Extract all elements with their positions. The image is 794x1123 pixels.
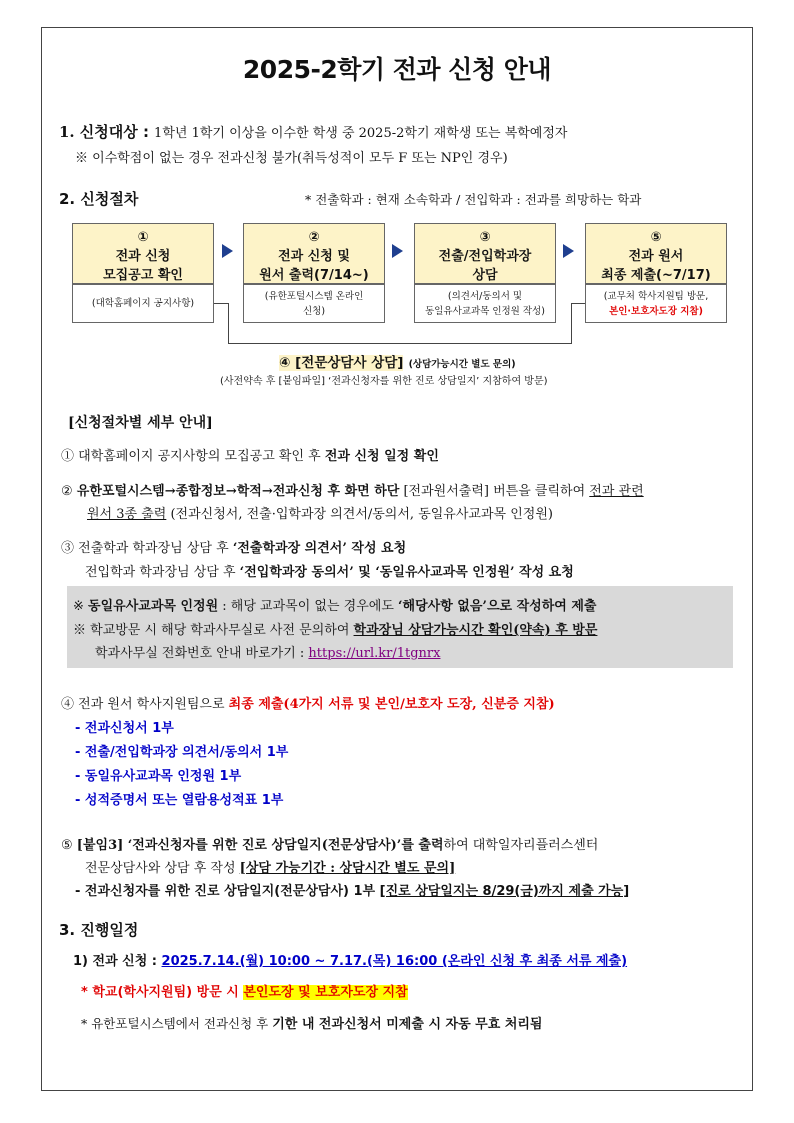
item-bold: [상담 가능기간 : 상담시간 별도 문의] — [239, 861, 456, 876]
schedule-label: 1) 전과 신청 : — [73, 954, 162, 969]
section-text: 1학년 1학기 이상을 이수한 학생 중 2025-2학기 재학생 또는 복학예정자 — [154, 126, 568, 141]
step-sub-text: 동일유사교과목 인정원 작성) — [425, 305, 545, 317]
item-text: 하여 대학일자리플러스센터 — [443, 838, 599, 853]
item-text: (전과신청서, 전출·입학과장 의견서/동의서, 동일유사교과목 인정원) — [166, 507, 553, 522]
step-title: 모집공고 확인 — [103, 268, 183, 283]
schedule-highlight: 본인도장 및 보호자도장 지참 — [243, 985, 408, 1000]
notice-line-2 — [73, 619, 597, 638]
detail-item-5-line2 — [85, 857, 455, 876]
step-3-box — [414, 223, 556, 284]
item-bold: 전과 신청 일정 확인 — [324, 449, 439, 464]
step-5-sub — [585, 284, 727, 323]
item-bold: 동일유사교과목 인정원 — [88, 599, 219, 614]
step-4-note: (상담가능시간 별도 문의) — [408, 359, 516, 370]
step-4-desc: (사전약속 후 [붙임파일] ‘전과신청자를 위한 진로 상담일지’ 지참하여 방문) — [220, 376, 548, 387]
doc-item: - 동일유사교과목 인정원 1부 — [75, 769, 242, 784]
item-bold: 유한포털시스템→종합정보→학적→전과신청 후 화면 하단 — [76, 484, 400, 499]
step-3-sub — [414, 284, 556, 323]
step-2-box — [243, 223, 385, 284]
section-2-heading: 2. 신청절차 — [59, 190, 139, 208]
step-title: 상담 — [472, 268, 498, 283]
step-1-sub — [72, 284, 214, 323]
item-text: 학과사무실 전화번호 안내 바로가기 : — [95, 646, 309, 661]
phone-directory-link[interactable]: https://url.kr/1tgnrx — [308, 646, 441, 661]
arrow-right-icon — [392, 244, 403, 258]
schedule-note: * 유한포털시스템에서 전과신청 후 — [81, 1016, 273, 1031]
detail-item-4 — [61, 693, 555, 712]
detail-item-5-line1 — [61, 834, 598, 853]
section-1-note: ※ 이수학점이 없는 경우 전과신청 불가(취득성적이 모두 F 또는 NP인 경우) — [75, 151, 508, 166]
step-sub-text: (의견서/동의서 및 — [447, 290, 523, 302]
schedule-note: * 학교(학사지원팀) 방문 시 — [81, 985, 244, 1000]
notice-line-1 — [73, 595, 596, 614]
step-title: 전출/전입학과장 — [438, 249, 532, 264]
arrow-right-icon — [222, 244, 233, 258]
schedule-period: 2025.7.14.(월) 10:00 ~ 7.17.(목) 16:00 (온라인 신청 후 최종 서류 제출) — [161, 954, 628, 969]
step-1-box — [72, 223, 214, 284]
item-bold: 학과장님 상담가능시간 확인(약속) 후 방문 — [353, 623, 598, 638]
connector-line — [571, 303, 572, 343]
item-text: ① 대학홈페이지 공지사항의 모집공고 확인 후 — [61, 449, 325, 464]
step-title: 전과 신청 및 — [278, 249, 350, 264]
step-2-sub — [243, 284, 385, 323]
step-number: ② — [308, 230, 320, 245]
schedule-line-2 — [81, 981, 408, 1000]
item-bold: ‘전출학과장 의견서’ 작성 요청 — [232, 541, 407, 556]
step-sub-text: (교무처 학사지원팀 방문, — [603, 290, 709, 302]
item-text: ③ 전출학과 학과장님 상담 후 — [61, 541, 233, 556]
step-sub-text: 본인·보호자도장 지참) — [609, 305, 703, 317]
step-title: 전과 신청 — [115, 249, 171, 264]
step-title: 전과 원서 — [628, 249, 684, 264]
detail-item-2-line2 — [87, 503, 553, 522]
step-title: 원서 출력(7/14~) — [259, 268, 369, 283]
item-text: 전문상담사와 상담 후 작성 — [85, 861, 240, 876]
section-3-heading: 3. 진행일정 — [59, 921, 139, 939]
section-number: 1. — [59, 123, 75, 141]
doc-item: - 전과신청서 1부 — [75, 721, 174, 736]
detail-item-2-line1 — [61, 480, 644, 499]
item-underline: 원서 3종 출력 — [87, 507, 167, 522]
item-bold: [진로 상담일지는 8/29(금)까지 제출 가능] — [379, 884, 630, 899]
connector-line — [228, 343, 572, 344]
step-number: ⑤ — [650, 230, 662, 245]
step-number: ① — [137, 230, 149, 245]
item-text: [전과원서출력] 버튼을 클릭하여 — [399, 484, 590, 499]
connector-line — [228, 303, 229, 343]
arrow-right-icon — [563, 244, 574, 258]
document-page — [41, 27, 753, 1091]
item-bold: ‘해당사항 없음’으로 작성하여 제출 — [398, 599, 597, 614]
schedule-warning: 기한 내 전과신청서 미제출 시 자동 무효 처리됨 — [272, 1017, 543, 1032]
item-bold: ‘전입학과장 동의서’ — [239, 565, 354, 580]
step-title: 최종 제출(~7/17) — [601, 268, 711, 283]
doc-item: - 성적증명서 또는 열람용성적표 1부 — [75, 793, 284, 808]
item-bold-red: 최종 제출(4가지 서류 및 본인/보호자 도장, 신분증 지참) — [228, 697, 555, 712]
notice-line-3 — [95, 642, 440, 661]
step-5-box — [585, 223, 727, 284]
step-4-title: ④ [전문상담사 상담] — [279, 355, 404, 371]
doc-item: - 전출/전입학과장 의견서/동의서 1부 — [75, 745, 289, 760]
detail-heading: [신청절차별 세부 안내] — [68, 415, 213, 431]
step-sub-text: (유한포털시스템 온라인 — [264, 290, 364, 302]
section-1-target — [59, 121, 567, 142]
item-bold: ‘동일유사교과목 인정원’ 작성 요청 — [375, 565, 574, 580]
page-title: 2025-2학기 전과 신청 안내 — [242, 55, 552, 84]
item-underline: 전과 관련 — [589, 484, 644, 499]
item-text: ※ 학교방문 시 해당 학과사무실로 사전 문의하여 — [73, 623, 354, 638]
item-text: 및 — [353, 565, 376, 580]
detail-item-1 — [61, 445, 439, 464]
schedule-line-3 — [81, 1013, 543, 1032]
item-text: : 해당 교과목이 없는 경우에도 — [218, 599, 399, 614]
section-2-note: * 전출학과 : 현재 소속학과 / 전입학과 : 전과를 희망하는 학과 — [305, 192, 642, 207]
detail-item-3-line1 — [61, 537, 406, 556]
connector-line — [571, 303, 585, 304]
detail-item-5-line3 — [75, 880, 629, 899]
detail-item-3-line2 — [85, 561, 574, 580]
step-sub-text: 신청) — [302, 305, 326, 317]
item-number: ② — [61, 484, 77, 499]
connector-line — [214, 303, 228, 304]
item-bold: [붙임3] ‘전과신청자를 위한 진로 상담일지(전문상담사)’를 출력 — [76, 838, 444, 853]
item-text: ④ 전과 원서 학사지원팀으로 — [61, 697, 229, 712]
step-4-label — [279, 351, 516, 371]
item-number: ⑤ — [61, 838, 77, 853]
schedule-line-1 — [73, 950, 627, 969]
item-text: 전입학과 학과장님 상담 후 — [85, 565, 240, 580]
step-number: ③ — [479, 230, 491, 245]
item-bold: - 전과신청자를 위한 진로 상담일지(전문상담사) 1부 — [75, 884, 380, 899]
section-heading: 신청대상 : — [79, 123, 149, 141]
notice-mark: ※ — [73, 599, 89, 614]
step-sub-text: (대학홈페이지 공지사항) — [91, 298, 195, 309]
